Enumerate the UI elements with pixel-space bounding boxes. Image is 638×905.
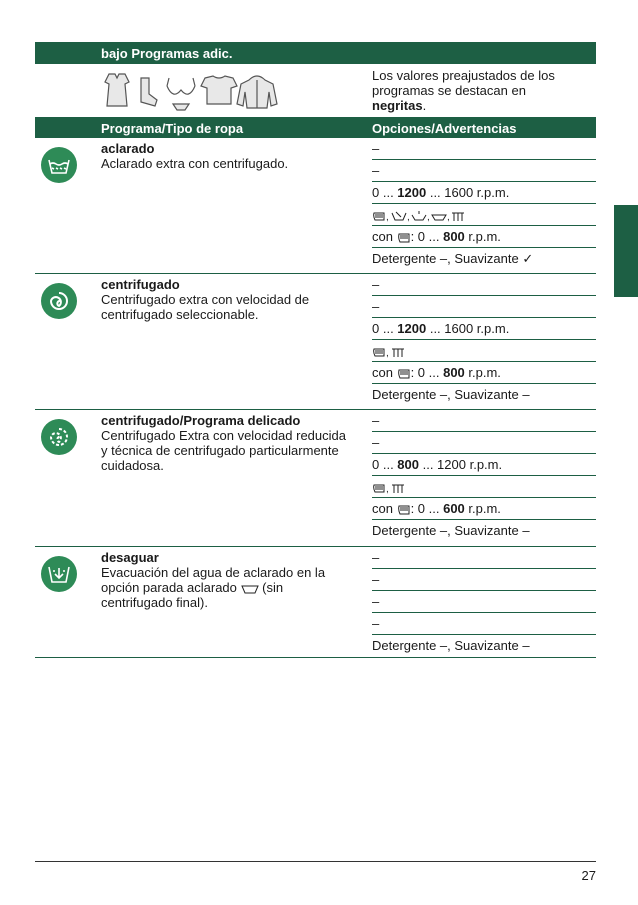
program-row-desaguar	[35, 547, 596, 658]
program-description	[101, 550, 351, 610]
option-spin-speed: 0 ... 1200 ... 1600 r.p.m.	[372, 182, 596, 204]
header-title: bajo Programas adic.	[101, 46, 233, 61]
care-symbols-icon	[372, 209, 482, 223]
intro-row	[35, 64, 596, 117]
machine-symbol-icon	[397, 504, 411, 516]
svg-text:,: ,	[386, 347, 389, 359]
program-row-aclarado	[35, 138, 596, 274]
option-item: –	[372, 410, 596, 432]
gentle-spin-icon	[41, 419, 77, 455]
svg-text:,: ,	[407, 211, 410, 223]
options-list	[372, 138, 596, 270]
machine-symbol-icon	[397, 232, 411, 244]
option-symbols	[372, 204, 596, 226]
program-desc: Evacuación del agua de aclarado en la opción parada aclarado (sin centrifugado final).	[101, 565, 326, 610]
footer-rule	[35, 861, 596, 862]
option-spin-speed: 0 ... 1200 ... 1600 r.p.m.	[372, 318, 596, 340]
option-item: –	[372, 296, 596, 318]
table-column-headers	[35, 117, 596, 138]
care-symbols-icon	[372, 481, 412, 495]
option-detergent: Detergente –, Suavizante ✓	[372, 251, 534, 266]
option-spin-speed: 0 ... 800 ... 1200 r.p.m.	[372, 454, 596, 476]
program-description	[101, 277, 351, 322]
program-row-centrifugado-delicado	[35, 410, 596, 547]
option-item: –	[372, 274, 596, 296]
option-item: –	[372, 569, 596, 591]
program-desc: Centrifugado Extra con velocidad reducida y técnica de centrifugado particularmente cuidadosa.	[101, 428, 346, 473]
option-con-speed: con : 0 ... 600 r.p.m.	[372, 498, 596, 520]
option-item: –	[372, 138, 596, 160]
intro-bold: negritas	[372, 98, 423, 113]
option-detergent: Detergente –, Suavizante –	[372, 523, 530, 538]
intro-note: Los valores preajustados de los programas se destacan en negritas.	[372, 68, 555, 113]
table-header-additional-programs	[35, 42, 596, 64]
option-item: –	[372, 591, 596, 613]
program-title: aclarado	[101, 141, 155, 156]
column-header-options: Opciones/Advertencias	[372, 121, 517, 136]
program-title: centrifugado/Programa delicado	[101, 413, 301, 428]
options-list	[372, 547, 596, 657]
machine-symbol-icon	[397, 368, 411, 380]
column-header-program: Programa/Tipo de ropa	[101, 121, 244, 136]
option-con-speed: con : 0 ... 800 r.p.m.	[372, 226, 596, 248]
program-row-centrifugado	[35, 274, 596, 410]
program-description	[101, 141, 351, 171]
svg-text:,: ,	[427, 211, 430, 223]
spin-icon	[41, 283, 77, 319]
option-symbols	[372, 476, 596, 498]
options-list	[372, 274, 596, 406]
drain-icon	[41, 556, 77, 592]
option-detergent: Detergente –, Suavizante –	[372, 387, 530, 402]
page-number: 27	[581, 868, 596, 883]
option-detergent: Detergente –, Suavizante –	[372, 638, 530, 653]
option-item: –	[372, 160, 596, 182]
svg-text:,: ,	[386, 211, 389, 223]
clothing-icons	[101, 70, 311, 112]
program-desc: Aclarado extra con centrifugado.	[101, 156, 289, 171]
option-con-speed: con : 0 ... 800 r.p.m.	[372, 362, 596, 384]
options-list	[372, 410, 596, 542]
rinse-icon	[41, 147, 77, 183]
rinse-stop-icon	[241, 584, 259, 594]
program-title: centrifugado	[101, 277, 180, 292]
program-description	[101, 413, 351, 473]
option-item: –	[372, 432, 596, 454]
option-item: –	[372, 613, 596, 635]
chapter-tab	[614, 205, 638, 297]
option-symbols	[372, 340, 596, 362]
svg-text:,: ,	[447, 211, 450, 223]
program-title: desaguar	[101, 550, 159, 565]
program-desc: Centrifugado extra con velocidad de centrifugado seleccionable.	[101, 292, 310, 322]
svg-text:,: ,	[386, 483, 389, 495]
option-item: –	[372, 547, 596, 569]
care-symbols-icon	[372, 345, 412, 359]
